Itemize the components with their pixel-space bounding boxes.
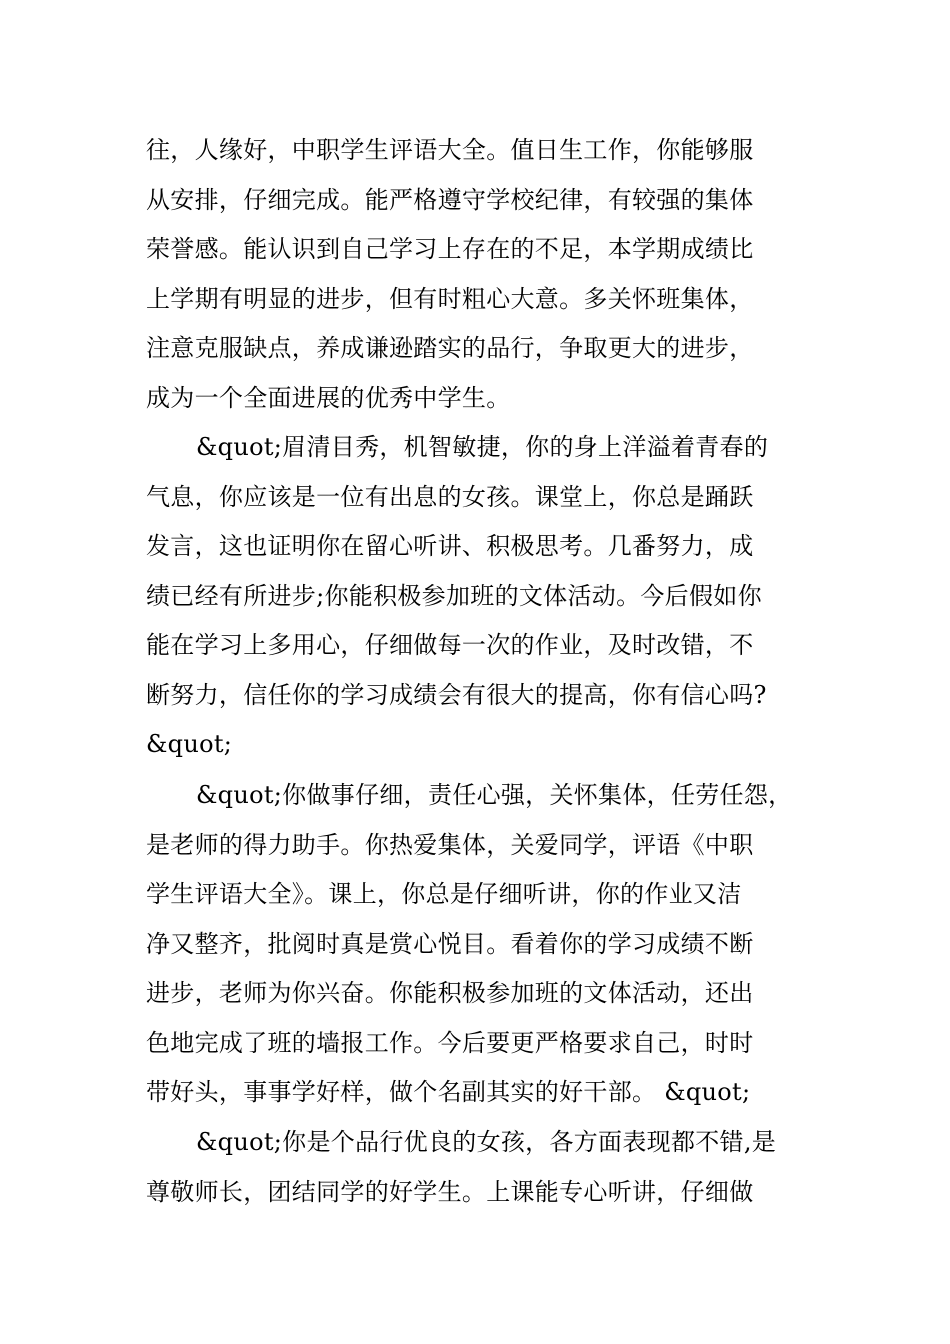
- paragraph-line: 断努力，信任你的学习成绩会有很大的提高，你有信心吗?: [146, 680, 767, 709]
- paragraph-line: 发言，这也证明你在留心听讲、积极思考。几番努力，成: [146, 532, 754, 560]
- paragraph-3: [146, 771, 816, 1118]
- paragraph-line: &quot;: [146, 730, 233, 758]
- paragraph-line: 是老师的得力助手。你热爱集体，关爱同学，评语《中职: [146, 830, 754, 859]
- paragraph-line: &quot;眉清目秀，机智敏捷，你的身上洋溢着青春的: [196, 433, 769, 461]
- paragraph-2: [146, 423, 816, 770]
- paragraph-line: 进步，老师为你兴奋。你能积极参加班的文体活动，还出: [146, 979, 754, 1007]
- paragraph-line: 注意克服缺点，养成谦逊踏实的品行，争取更大的进步，: [146, 334, 754, 362]
- paragraph-line: 净又整齐，批阅时真是赏心悦目。看着你的学习成绩不断: [146, 929, 754, 958]
- paragraph-line: 尊敬师长，团结同学的好学生。上课能专心听讲，仔细做: [146, 1177, 754, 1206]
- paragraph-4: [146, 1118, 816, 1217]
- paragraph-line: 荣誉感。能认识到自己学习上存在的不足，本学期成绩比: [146, 235, 754, 263]
- paragraph-line: 色地完成了班的墙报工作。今后要更严格要求自己，时时: [146, 1028, 754, 1057]
- paragraph-line: 往，人缘好，中职学生评语大全。值日生工作，你能够服: [146, 136, 754, 164]
- paragraph-line: 绩已经有所进步;你能积极参加班的文体活动。今后假如你: [146, 581, 762, 610]
- paragraph-line: &quot;你是个品行优良的女孩，各方面表现都不错,是: [196, 1128, 777, 1156]
- paragraph-line: &quot;你做事仔细，责任心强，关怀集体，任劳任怨，: [196, 781, 793, 809]
- paragraph-line: 学生评语大全》。课上，你总是仔细听讲，你的作业又洁: [146, 880, 742, 908]
- paragraph-line: 从安排，仔细完成。能严格遵守学校纪律，有较强的集体: [146, 185, 754, 214]
- paragraph-line: 气息，你应该是一位有出息的女孩。课堂上，你总是踊跃: [146, 482, 754, 511]
- paragraph-line: 能在学习上多用心，仔细做每一次的作业，及时改错，不: [146, 631, 754, 659]
- paragraph-1: [146, 126, 816, 423]
- paragraph-line: 上学期有明显的进步，但有时粗心大意。多关怀班集体，: [146, 284, 754, 313]
- paragraph-line: 带好头，事事学好样，做个名副其实的好干部。 &quot;: [146, 1078, 751, 1106]
- paragraph-line: 成为一个全面进展的优秀中学生。: [146, 383, 511, 412]
